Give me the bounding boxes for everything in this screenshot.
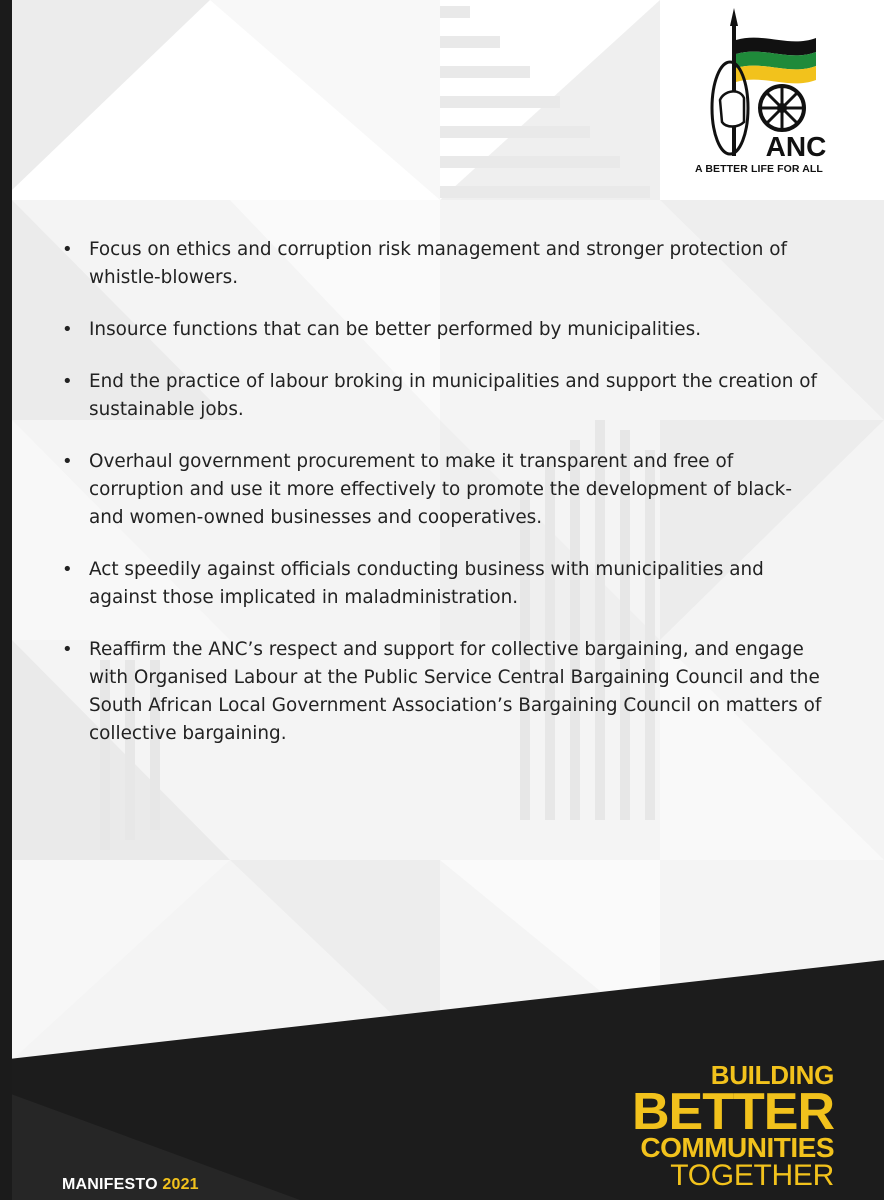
bullet-item: • Act speedily against officials conducting business with municipalities and against those implicated in maladministration. bbox=[62, 556, 832, 612]
bullet-item: • Overhaul government procurement to make it transparent and free of corruption and use it more effectively to promote the development of black- and women-owned businesses and cooperatives. bbox=[62, 448, 832, 532]
logo-text: ANC bbox=[765, 131, 827, 162]
manifesto-year: 2021 bbox=[162, 1176, 199, 1193]
bullet-list bbox=[62, 236, 832, 772]
manifesto-label bbox=[62, 1176, 199, 1194]
slogan-line-4: TOGETHER bbox=[670, 1159, 834, 1192]
bullet-item: • Reaffirm the ANC’s respect and support for collective bargaining, and engage with Organised Labour at the Public Service Central Bargaining Council and the South African Local Government Association’s Bargaining Council on matters of collective bargaining. bbox=[62, 636, 832, 748]
tagline: A BETTER LIFE FOR ALL bbox=[695, 163, 823, 175]
slogan bbox=[632, 1062, 834, 1191]
bullet-item: • Insource functions that can be better performed by municipalities. bbox=[62, 316, 832, 344]
manifesto-word: MANIFESTO bbox=[62, 1176, 158, 1193]
bullet-item: • End the practice of labour broking in municipalities and support the creation of sustainable jobs. bbox=[62, 368, 832, 424]
bullet-item: • Focus on ethics and corruption risk management and stronger protection of whistle-blowers. bbox=[62, 236, 832, 292]
left-edge-bar bbox=[0, 0, 12, 1200]
slogan-line-3: COMMUNITIES bbox=[640, 1132, 834, 1163]
anc-logo bbox=[684, 4, 834, 186]
slogan-line-1: BUILDING bbox=[710, 1060, 834, 1090]
slogan-line-2: BETTER bbox=[632, 1083, 834, 1141]
